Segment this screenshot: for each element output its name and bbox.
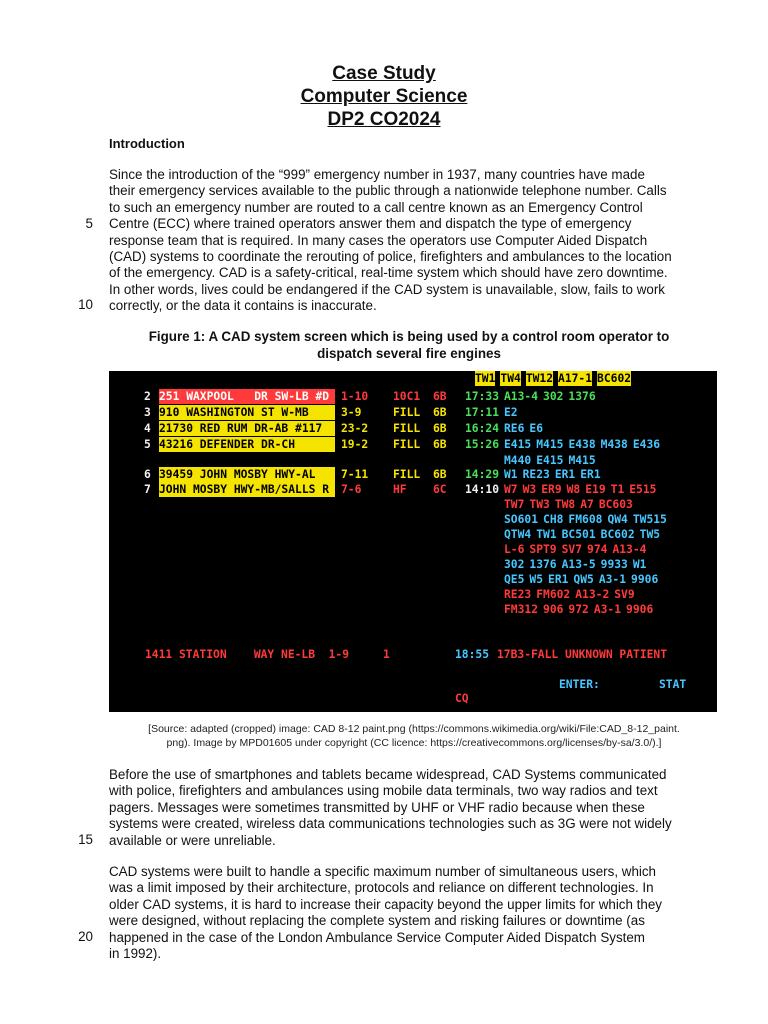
cad-row-time: 17:33 (465, 390, 500, 403)
cad-prompt-row (109, 677, 687, 692)
cad-unit-token: QE5 (504, 573, 525, 586)
cad-units-continued (504, 453, 601, 468)
p2-line-2: with police, firefighters and ambulances using mobile data terminals, two way radios and text (109, 783, 658, 799)
line-number-15: 15 (78, 832, 93, 847)
cad-row-box: 7-11 (341, 468, 369, 481)
cad-incident-row-4 (109, 421, 544, 436)
cad-unit-token: A13-2 (575, 588, 610, 601)
cad-units-line-14 (504, 587, 640, 602)
cad-row-code: 6B (433, 468, 447, 481)
p3-line-6: in 1992). (109, 946, 162, 962)
cad-unit-token: TW5 (639, 528, 661, 541)
cad-unit-token: W7 (504, 483, 518, 496)
paper-code-title: DP2 CO2024 (327, 109, 441, 130)
cad-row-number: 6 (144, 468, 151, 481)
cad-row-number: 5 (144, 438, 151, 451)
cad-row-code: 6C (433, 483, 447, 496)
cad-unit-token: T1 (610, 483, 625, 496)
cad-row-units (504, 482, 661, 497)
cad-unit-token: TW4 (500, 372, 521, 385)
cad-row-units (504, 437, 665, 452)
cad-unit-token: A13-5 (561, 558, 596, 571)
cad-unit-token: 972 (568, 603, 589, 616)
cad-unit-token: M415 (568, 454, 596, 467)
cad-row-number: 4 (144, 422, 151, 435)
cad-top-units (475, 371, 636, 386)
cad-unit-token: W8 (566, 483, 581, 496)
p2-line-4: systems were created, wireless data communications technologies such as 3G were not widely (109, 816, 672, 832)
intro-line-4: Centre (ECC) where trained operators answer them and dispatch the type of emergency (109, 216, 632, 232)
intro-paragraph (109, 167, 709, 315)
cad-unit-token: RE23 (522, 468, 550, 481)
cad-unit-token: 9906 (631, 573, 659, 586)
line-number-5: 5 (85, 216, 93, 231)
cad-unit-token: TW8 (554, 498, 576, 511)
p2-line-5: available or were unreliable. (109, 832, 276, 848)
cad-units-line-9 (504, 512, 672, 527)
cad-unit-token: E19 (585, 483, 606, 496)
cad-row-status: FILL (393, 422, 421, 435)
p3-line-3: older CAD systems, it is hard to increase their capacity beyond the upper limits for which they (109, 896, 662, 912)
intro-line-7: of the emergency. CAD is a safety-critical, real-time system which should have zero downtime. (109, 265, 668, 281)
cad-unit-token: SO601 (504, 513, 539, 526)
cad-unit-token: TW1 (536, 528, 557, 541)
body-paragraph-2 (109, 767, 709, 849)
cad-unit-token: BC501 (561, 528, 596, 541)
cad-row-status: FILL (393, 468, 421, 481)
cad-unit-token: M440 (504, 454, 532, 467)
cad-units-line-11 (504, 542, 651, 557)
cad-unit-token: 9906 (626, 603, 654, 616)
cad-row-address: 251 WAXPOOL DR SW-LB #D (159, 389, 335, 404)
cad-unit-token: FM602 (536, 588, 571, 601)
cad-row-address: 21730 RED RUM DR-AB #117 (159, 421, 335, 436)
cad-unit-token: 1376 (529, 558, 557, 571)
cad-unit-token: E438 (568, 438, 596, 451)
cad-pending-time: 18:55 (455, 648, 490, 661)
cad-row-status: HF (393, 483, 407, 496)
cad-row-address: 910 WASHINGTON ST W-MB (159, 405, 335, 420)
cad-unit-token: QW4 (607, 513, 628, 526)
cad-row-box: 19-2 (341, 438, 369, 451)
cad-enter-label: ENTER: (559, 678, 600, 691)
cad-row-time: 16:24 (465, 422, 500, 435)
intro-line-5: response team that is required. In many cases the operators use Computer Aided Dispatch (109, 232, 648, 248)
cad-unit-token: RE6 (504, 422, 525, 435)
figure-caption (109, 328, 709, 362)
cad-row-time: 14:29 (465, 468, 500, 481)
cad-row-status: FILL (393, 438, 421, 451)
cad-unit-token: M438 (600, 438, 628, 451)
cad-row-box: 7-6 (341, 483, 362, 496)
p3-line-2: was a limit imposed by their architecture, protocols and reliance on different technologies. In (109, 880, 654, 896)
line-number-20: 20 (78, 929, 93, 944)
cad-unit-token: 1376 (568, 390, 596, 403)
cad-row-time: 15:26 (465, 438, 500, 451)
cad-unit-token: 9933 (600, 558, 628, 571)
cad-row-code: 6B (433, 390, 447, 403)
intro-line-9: correctly, or the data it contains is inaccurate. (109, 298, 377, 314)
cad-unit-token: M415 (536, 438, 564, 451)
body-paragraph-3 (109, 864, 709, 962)
cad-unit-token: A3-1 (593, 603, 622, 616)
cad-row-address: JOHN MOSBY HWY-MB/SALLS R (159, 482, 335, 497)
cad-row-number: 7 (144, 483, 151, 496)
figure-source-line-2: png). Image by MPD01605 under copyright (CC licence: https://creativecommons.org/licenses/by-sa/3.0/).] (166, 737, 662, 749)
cad-row-address: 39459 JOHN MOSBY HWY-AL (159, 467, 335, 482)
figure-source-line-1: [Source: adapted (cropped) image: CAD 8-12 paint.png (https://commons.wikimedia.org/wiki/File:CAD_8-12_paint. (148, 723, 680, 735)
intro-line-6: (CAD) systems to coordinate the rerouting of police, firefighters and ambulances to the location (109, 249, 672, 265)
cad-row-status: FILL (393, 406, 421, 419)
cad-row-code: 6B (433, 422, 447, 435)
cad-unit-token: BC602 (600, 528, 635, 541)
figure-source-note (109, 722, 719, 750)
cad-unit-token: A13-4 (504, 390, 539, 403)
intro-line-3: to such an emergency number are routed to a call centre known as an Emergency Control (109, 199, 643, 215)
cad-unit-token: E415 (504, 438, 532, 451)
subject-title: Computer Science (300, 86, 468, 107)
cad-units-line-10 (504, 527, 665, 542)
cad-units-line-15 (504, 602, 658, 617)
cad-units-line-13 (504, 572, 663, 587)
cad-unit-token: A17-1 (558, 372, 593, 385)
cad-row-box: 3-9 (341, 406, 362, 419)
figure-caption-line-1: Figure 1: A CAD system screen which is being used by a control room operator to (148, 329, 670, 344)
cad-incident-row-3 (109, 405, 518, 420)
p2-line-1: Before the use of smartphones and tablets became widespread, CAD Systems communicated (109, 767, 667, 782)
line-number-10: 10 (78, 297, 93, 312)
intro-line-2: their emergency services available to the public through a nationwide telephone number. Calls (109, 183, 667, 199)
cad-row-units (504, 421, 548, 436)
cad-unit-token: SV7 (561, 543, 583, 556)
cad-unit-token: W1 (504, 468, 518, 481)
cad-unit-token: FM608 (568, 513, 603, 526)
cad-incident-row-6 (109, 467, 601, 482)
cad-row-code: 6B (433, 438, 447, 451)
cad-row-status: 10C1 (393, 390, 421, 403)
cad-pending-row (109, 647, 668, 662)
cad-unit-token: ER1 (580, 468, 601, 481)
cad-units-line-8 (504, 497, 638, 512)
cad-unit-token: 302 (543, 390, 564, 403)
cad-row-number: 2 (144, 390, 151, 403)
cad-row-units (504, 467, 606, 482)
cad-unit-token: W3 (522, 483, 537, 496)
p3-line-4: were designed, without replacing the complete system and risking failures or downtime (as (109, 913, 645, 929)
cad-unit-token: E436 (632, 438, 661, 451)
figure-caption-line-2: dispatch several fire engines (317, 346, 501, 361)
cad-unit-token: W1 (632, 558, 647, 571)
cad-row-box: 1-10 (341, 390, 369, 403)
cad-cq-label: CQ (455, 692, 469, 705)
cad-unit-token: A3-1 (598, 573, 627, 586)
p3-line-1: CAD systems were built to handle a specific maximum number of simultaneous users, which (109, 864, 657, 879)
intro-line-8: In other words, lives could be endangered if the CAD system is unavailable, slow, fails to work (109, 281, 665, 297)
cad-unit-token: E2 (504, 406, 518, 419)
cad-unit-token: TW3 (529, 498, 550, 511)
cad-incident-row-2 (109, 389, 596, 404)
cad-row-units (504, 405, 523, 420)
cad-unit-token: ER9 (541, 483, 562, 496)
cad-row-box: 23-2 (341, 422, 369, 435)
cad-unit-token: ER1 (554, 468, 576, 481)
cad-incident-row-5 (109, 437, 661, 452)
cad-pending-desc: 17B3-FALL UNKNOWN PATIENT (497, 648, 668, 661)
cad-pending-text: 1411 STATION WAY NE-LB 1-9 1 (145, 648, 390, 661)
cad-unit-token: E6 (529, 422, 544, 435)
cad-row-time: 17:11 (465, 406, 500, 419)
cad-row-number: 3 (144, 406, 151, 419)
cad-row-code: 6B (433, 406, 447, 419)
document-title: Case Study (332, 63, 436, 84)
cad-unit-token: SV9 (614, 588, 635, 601)
cad-unit-token: W5 (529, 573, 544, 586)
introduction-heading: Introduction (109, 136, 185, 151)
cad-unit-token: SPT9 (529, 543, 557, 556)
cad-unit-token: 302 (504, 558, 525, 571)
cad-units-line-12 (504, 557, 651, 572)
cad-unit-token: A7 (580, 498, 594, 511)
intro-line-1: Since the introduction of the “999” emergency number in 1937, many countries have made (109, 167, 645, 182)
cad-unit-token: QTW4 (504, 528, 532, 541)
cad-unit-token: BC602 (597, 372, 632, 385)
cad-row-units (504, 389, 601, 404)
cad-unit-token: CH8 (543, 513, 564, 526)
cad-unit-token: FM312 (504, 603, 539, 616)
cad-unit-token: E515 (629, 483, 657, 496)
cad-unit-token: QW5 (573, 573, 594, 586)
cad-unit-token: L-6 (504, 543, 525, 556)
p2-line-3: pagers. Messages were sometimes transmitted by UHF or VHF radio because when these (109, 799, 645, 815)
cad-screen-image (109, 371, 717, 712)
cad-row-address: 43216 DEFENDER DR-CH (159, 437, 335, 452)
cad-incident-row-7 (109, 482, 657, 497)
cad-stat-label: STAT (659, 678, 687, 691)
cad-unit-token: TW7 (504, 498, 525, 511)
cad-unit-token: A13-4 (612, 543, 647, 556)
cad-unit-token: 974 (587, 543, 608, 556)
cad-unit-token: RE23 (504, 588, 532, 601)
cad-unit-token: 906 (543, 603, 564, 616)
cad-row-time: 14:10 (465, 483, 500, 496)
cad-unit-token: TW12 (525, 372, 554, 385)
cad-unit-token: ER1 (548, 573, 569, 586)
cad-unit-token: TW515 (632, 513, 667, 526)
cad-cq-row (109, 691, 469, 706)
p3-line-5: happened in the case of the London Ambulance Service Computer Aided Dispatch System (109, 929, 645, 945)
cad-unit-token: BC603 (598, 498, 633, 511)
cad-unit-token: TW1 (475, 372, 496, 385)
cad-unit-token: E415 (536, 454, 564, 467)
